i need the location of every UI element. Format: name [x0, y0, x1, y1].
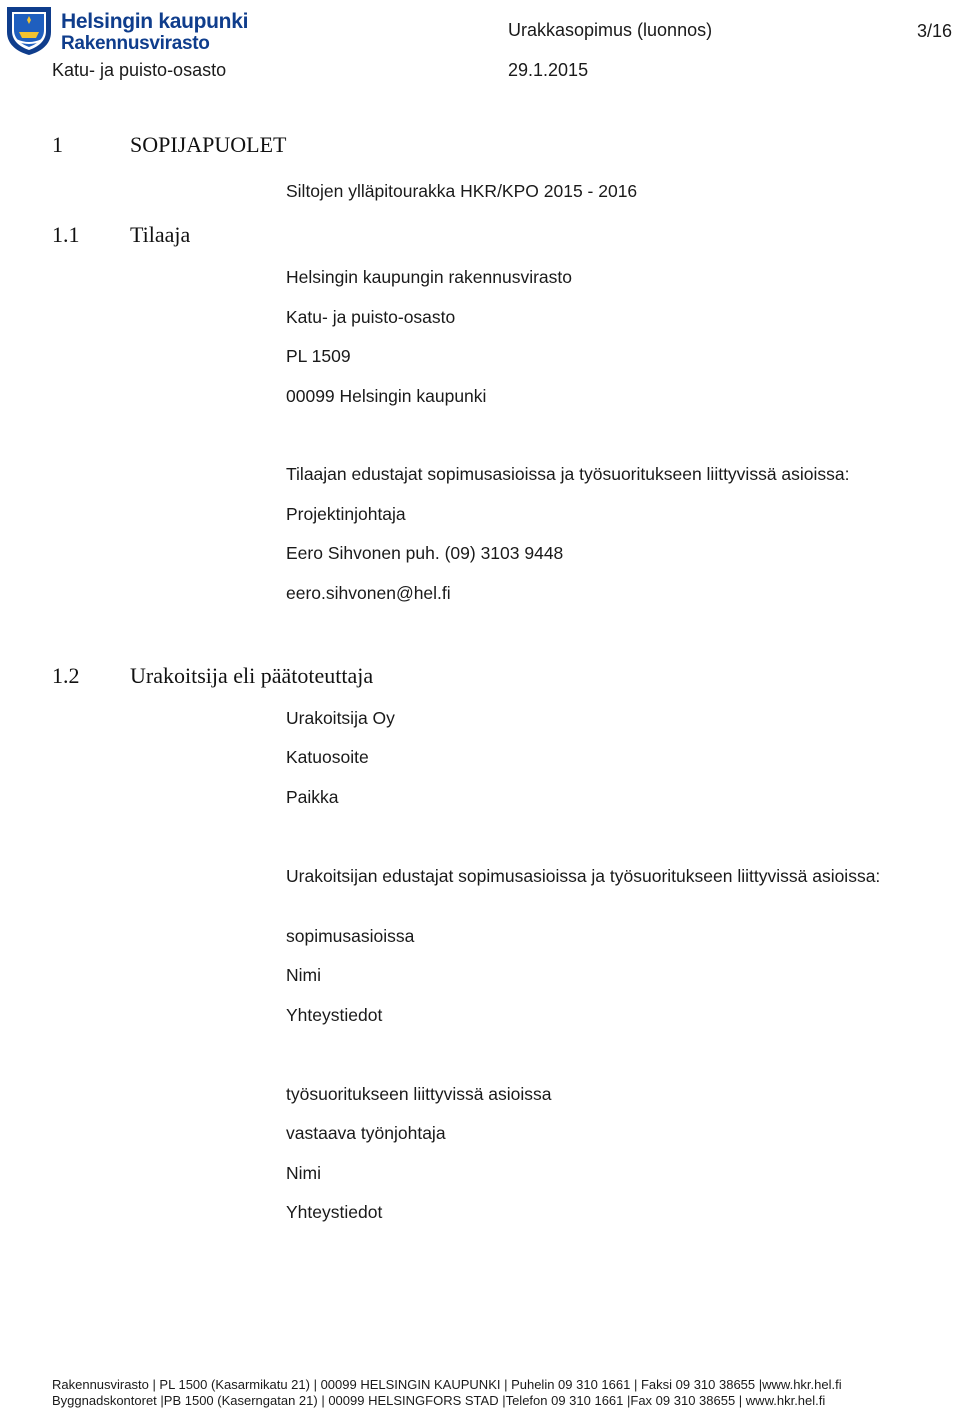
client-rep-role: Projektinjohtaja: [286, 504, 406, 524]
client-reps-intro: Tilaajan edustajat sopimusasioissa ja työsuoritukseen liittyvissä asioissa:: [286, 464, 850, 484]
document-date: 29.1.2015: [508, 60, 589, 80]
section-number: 1: [52, 132, 63, 157]
helsinki-crest-icon: [4, 4, 54, 56]
city-logo: [4, 4, 249, 58]
contractor-rep-group1-item: Nimi: [286, 965, 321, 985]
contractor-address-line: Katuosoite: [286, 747, 369, 767]
logo-text-department: Rakennusvirasto: [61, 33, 210, 54]
contractor-rep-group1-item: Yhteystiedot: [286, 1005, 383, 1025]
contract-name: Siltojen ylläpitourakka HKR/KPO 2015 - 2016: [286, 181, 638, 201]
contractor-address-line: Urakoitsija Oy: [286, 708, 395, 728]
client-address-line: 00099 Helsingin kaupunki: [286, 386, 487, 406]
contractor-rep-group2-item: vastaava työnjohtaja: [286, 1123, 446, 1143]
client-address-line: Katu- ja puisto-osasto: [286, 307, 456, 327]
page-number: 3/16: [917, 21, 953, 41]
client-rep-contact: Eero Sihvonen puh. (09) 3103 9448: [286, 543, 564, 563]
department-label: Katu- ja puisto-osasto: [52, 60, 227, 80]
footer-line-finnish: Rakennusvirasto | PL 1500 (Kasarmikatu 21) | 00099 HELSINGIN KAUPUNKI | Puhelin 09 310 1661 | Faksi 09 310 38655 |www.hkr.hel.fi: [52, 1377, 842, 1392]
client-address-line: Helsingin kaupungin rakennusvirasto: [286, 267, 573, 287]
client-address-line: PL 1509: [286, 346, 351, 366]
section-number: 1.1: [52, 222, 80, 247]
section-title: SOPIJAPUOLET: [130, 132, 287, 157]
section-title: Tilaaja: [130, 222, 191, 247]
section-number: 1.2: [52, 663, 80, 688]
contractor-rep-group2-item: työsuoritukseen liittyvissä asioissa: [286, 1084, 552, 1104]
contractor-reps-intro: Urakoitsijan edustajat sopimusasioissa ja työsuoritukseen liittyvissä asioissa:: [286, 866, 881, 886]
client-rep-email[interactable]: eero.sihvonen@hel.fi: [286, 583, 451, 603]
contractor-rep-group2-item: Nimi: [286, 1163, 321, 1183]
contractor-rep-group1-item: sopimusasioissa: [286, 926, 415, 946]
contractor-address-line: Paikka: [286, 787, 339, 807]
section-title: Urakoitsija eli päätoteuttaja: [130, 663, 374, 688]
logo-text-city: Helsingin kaupunki: [61, 10, 249, 33]
footer-line-swedish: Byggnadskontoret |PB 1500 (Kaserngatan 21) | 00099 HELSINGFORS STAD |Telefon 09 310 1661 |Fax 09 310 38655 | www.hkr.hel.fi: [52, 1393, 826, 1408]
document-title: Urakkasopimus (luonnos): [508, 20, 713, 40]
contractor-rep-group2-item: Yhteystiedot: [286, 1202, 383, 1222]
